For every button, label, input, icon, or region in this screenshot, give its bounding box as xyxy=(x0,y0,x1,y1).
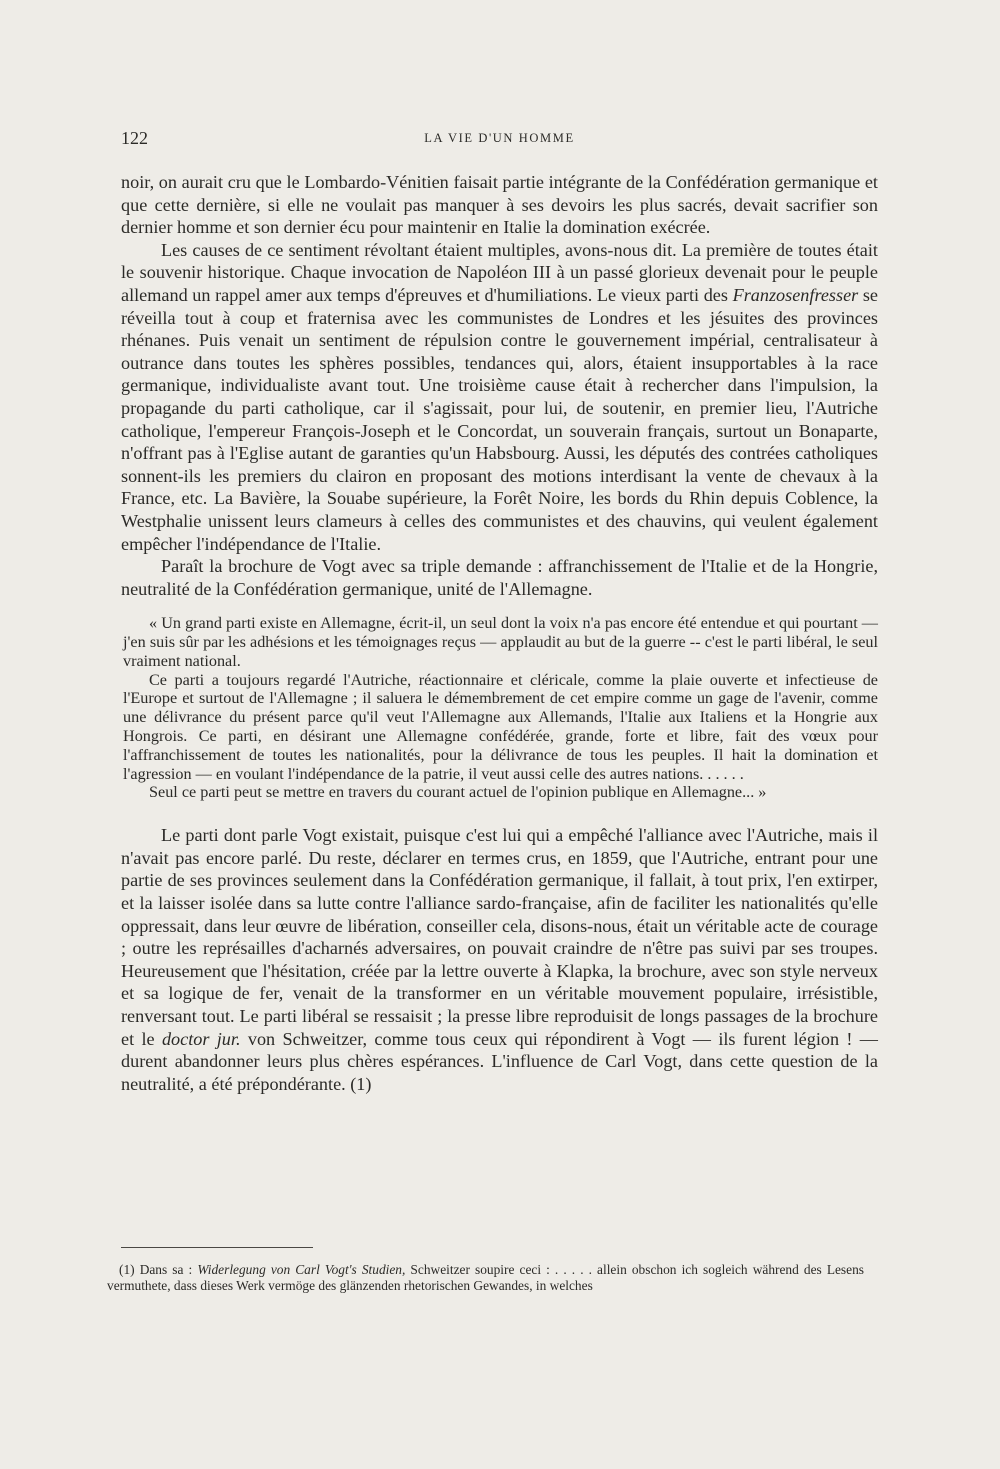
footnote xyxy=(107,1262,864,1294)
text-run: se réveilla tout à coup et fraternisa avec les communistes de Londres et les jésuites des provinces rhénanes. Puis venait un sentiment de répulsion contre le gouvernement impérial, centralisateur à outrance dans toutes les sphères possibles, tendances qui, alors, étaient insupportables à la race germanique, individualiste avant tout. Une troisième cause était à rechercher dans l'impulsion, la propagande du parti catholique, car il s'agissait, pour lui, de soutenir, en premier lieu, l'Autriche catholique, l'empereur François-Joseph et le Concordat, un souverain français, surtout un Bonaparte, n'offrant pas à l'Eglise autant de garanties qu'un Habsbourg. Aussi, les députés des contrées catholiques sonnent-ils les premiers du clairon en proposant des motions interdisant la vente de chevaux à la France, etc. La Bavière, la Souabe supérieure, la Forêt Noire, les bords du Rhin depuis Coblence, la Westphalie unissent leurs clameurs à celles des communistes et des chauvins, qui veulent également empêcher l'indépendance de l'Italie. xyxy=(121,284,878,554)
page-number: 122 xyxy=(121,128,148,148)
quote-paragraph: « Un grand parti existe en Allemagne, écrit-il, un seul dont la voix n'a pas encore été entendue et qui pourtant — j'en suis sûr par les adhésions et les témoignages reçus — applaudit au but de la guerre -- c'est le parti libéral, le seul vraiment national. xyxy=(123,614,878,670)
block-quote xyxy=(121,614,878,802)
italic-term: Franzosenfresser xyxy=(732,284,859,305)
paragraph: Paraît la brochure de Vogt avec sa triple demande : affranchissement de l'Italie et de la Hongrie, neutralité de la Confédération germanique, unité de l'Allemagne. xyxy=(121,556,878,599)
text-run: Le parti dont parle Vogt existait, puisque c'est lui qui a empêché l'alliance avec l'Autriche, mais il n'avait pas encore parlé. Du reste, déclarer en termes crus, en 1859, que l'Autriche, entrant pour une partie de ses provinces seulement dans la Confédération germanique, il fallait, à tout prix, l'en extirper, et la laisser isolée dans sa lutte contre l'alliance sardo-française, afin de faciliter les nationalités qu'elle oppressait, dans leur œuvre de libération, conseiller cela, disons-nous, était un véritable acte de courage ; outre les représailles d'acharnés adversaires, on pouvait craindre de n'être pas suivi par ses troupes. Heureusement que l'hésitation, créée par la lettre ouverte à Klapka, la brochure, avec son style nerveux et sa logique de fer, venait de la transformer en un véritable mouvement populaire, irrésistible, renversant tout. Le parti libéral se ressaisit ; la presse libre reproduisit de longs passages de la brochure et le xyxy=(121,825,878,1049)
main-text xyxy=(121,171,878,1095)
quote-paragraph: Ce parti a toujours regardé l'Autriche, réactionnaire et cléricale, comme la plaie ouverte et infectieuse de l'Europe et surtout de l'Allemagne ; il saluera le démembrement de cet empire comme un gage de l'avenir, comme une délivrance du présent parce qu'il veut l'Allemagne aux Allemands, l'Italie aux Italiens et la Hongrie aux Hongrois. Ce parti, en désirant une Allemagne confédérée, grande, forte et libre, fait des vœux pour l'affranchissement de toutes les nationalités, pour la délivrance de tous les peuples. Il hait la domination et l'agression — en voulant l'indépendance de la patrie, il veut aussi celle des autres nations. . . . . . xyxy=(123,670,878,783)
running-head xyxy=(121,128,878,150)
running-title: LA VIE D'UN HOMME xyxy=(424,131,575,145)
text-run: von Schweitzer, comme tous ceux qui répondirent à Vogt — ils furent légion ! — durent abandonner leurs plus chères espérances. L'influence de Carl Vogt, dans cette question de la neutralité, a été prépondérante. (1) xyxy=(121,1028,878,1094)
text-run: (1) Dans sa : xyxy=(119,1262,198,1277)
quote-paragraph: Seul ce parti peut se mettre en travers du courant actuel de l'opinion publique en Allemagne... » xyxy=(149,783,767,802)
paragraph: noir, on aurait cru que le Lombardo-Vénitien faisait partie intégrante de la Confédération germanique et que cette dernière, si elle ne voulait pas manquer à ses devoirs les plus sacrés, devait sacrifier son dernier homme et son dernier écu pour maintenir en Italie la domination exécrée. xyxy=(121,172,878,238)
text-run: Les causes de ce sentiment révoltant étaient multiples, avons-nous dit. La première de toutes était le souvenir historique. Chaque invocation de Napoléon III à un passé glorieux devenait pour le peuple allemand un rappel amer aux temps d'épreuves et d'humiliations. Le vieux parti des xyxy=(121,239,878,305)
paragraph xyxy=(121,824,878,1095)
paragraph xyxy=(121,239,878,555)
footnote-rule xyxy=(121,1247,313,1248)
italic-title: Widerlegung von Carl Vogt's Studien, xyxy=(197,1262,406,1277)
text-run: Schweitzer soupire ceci : . . . . . allein obschon ich sogleich während des Lesens vermuthete, dass dieses Werk vermöge des glänzenden rhetorischen Gewandes, in welches xyxy=(107,1262,864,1293)
italic-term: doctor jur. xyxy=(161,1028,241,1049)
